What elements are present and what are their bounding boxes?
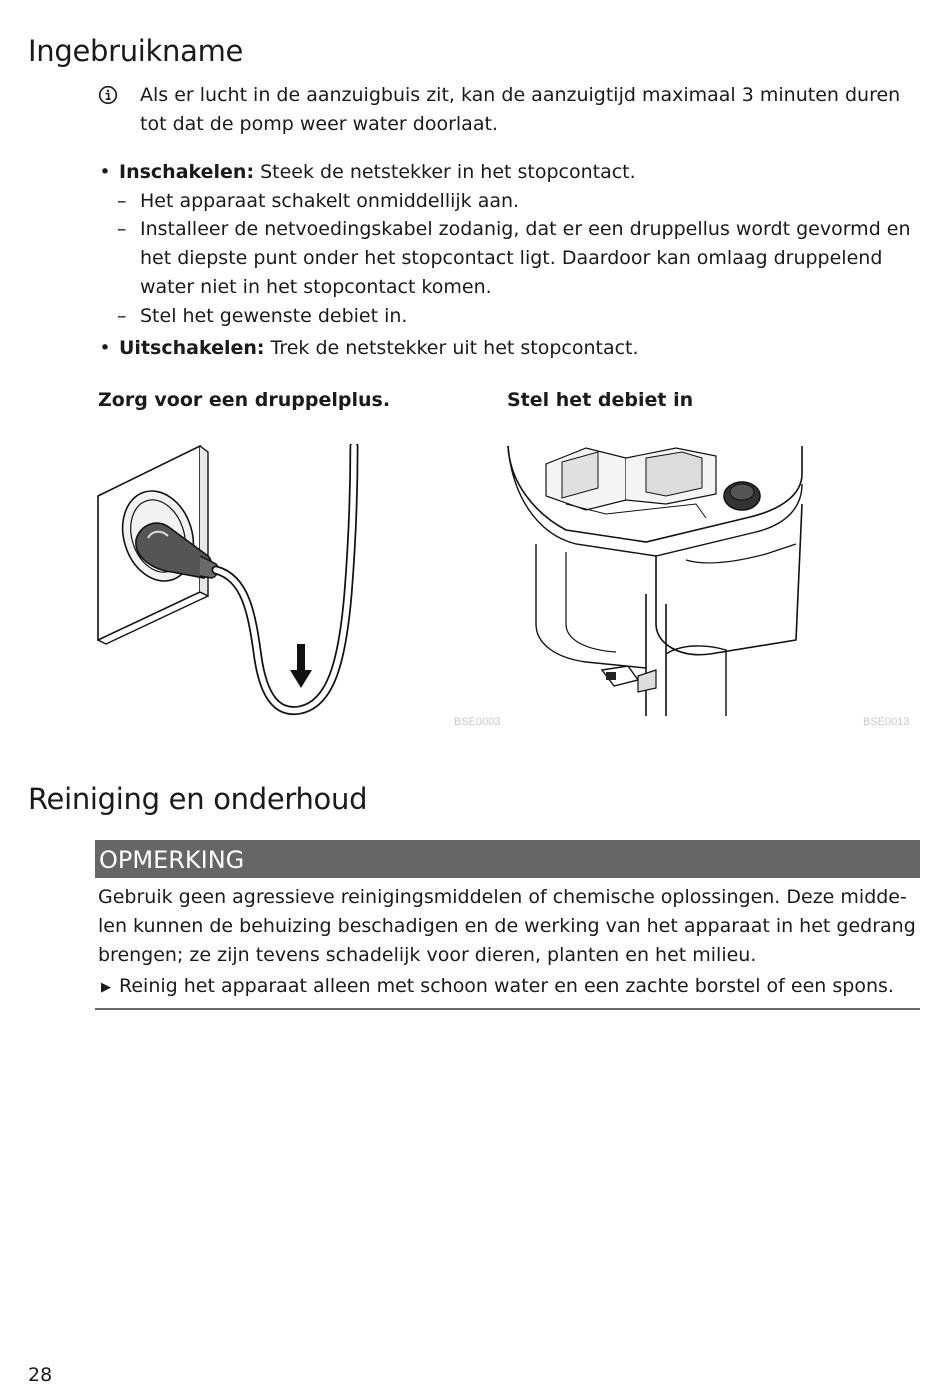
sub-item-3: Stel het gewenste debiet in.: [140, 305, 408, 327]
page-number: 28: [28, 1364, 53, 1386]
dash-marker: –: [117, 305, 127, 327]
bullet-marker: •: [99, 161, 111, 183]
section-title-ingebruikname: Ingebruikname: [28, 34, 244, 68]
figure-left-code: BSE0003: [454, 716, 501, 728]
sub-item-2-line-1: Installeer de netvoedingskabel zodanig, dat er een druppellus wordt gevormd en: [140, 218, 911, 240]
set-flow-illustration: [506, 444, 806, 716]
bullet-marker: •: [99, 337, 111, 359]
switch-off-label: Uitschakelen:: [119, 337, 265, 359]
figure-right-code: BSE0013: [863, 716, 910, 728]
bullet-switch-off: [119, 334, 639, 363]
figure-right-title: Stel het debiet in: [507, 389, 694, 411]
switch-off-text: Trek de netstekker uit het stopcontact.: [264, 337, 639, 359]
info-text-line-2: tot dat de pomp weer water doorlaat.: [140, 113, 498, 135]
info-text-line-1: Als er lucht in de aanzuigbuis zit, kan de aanzuigtijd maximaal 3 minuten duren: [140, 84, 901, 106]
info-icon: [98, 85, 118, 105]
dash-marker: –: [117, 218, 127, 240]
note-bottom-rule: [95, 1008, 920, 1010]
note-action-text: Reinig het apparaat alleen met schoon water en een zachte borstel of een spons.: [119, 975, 894, 997]
action-arrow-icon: ▶: [101, 980, 111, 995]
dash-marker: –: [117, 190, 127, 212]
note-text-line-1: Gebruik geen agressieve reinigingsmiddelen of chemische oplossingen. Deze midde-: [98, 886, 907, 908]
note-text-line-3: brengen; ze zijn tevens schadelijk voor dieren, planten en het milieu.: [98, 944, 757, 966]
note-header: OPMERKING: [95, 840, 920, 878]
bullet-switch-on: [119, 158, 636, 187]
figure-left-title: Zorg voor een druppelplus.: [98, 389, 391, 411]
switch-on-label: Inschakelen:: [119, 161, 255, 183]
note-text-line-2: len kunnen de behuizing beschadigen en de werking van het apparaat in het gedrang: [98, 915, 916, 937]
sub-item-1: Het apparaat schakelt onmiddellijk aan.: [140, 190, 520, 212]
switch-on-text: Steek de netstekker in het stopcontact.: [254, 161, 636, 183]
sub-item-2-line-3: water niet in het stopcontact komen.: [140, 276, 492, 298]
sub-item-2-line-2: het diepste punt onder het stopcontact ligt. Daardoor kan omlaag druppelend: [140, 247, 883, 269]
section-title-reiniging: Reiniging en onderhoud: [28, 782, 368, 816]
drip-loop-illustration: [96, 444, 366, 716]
